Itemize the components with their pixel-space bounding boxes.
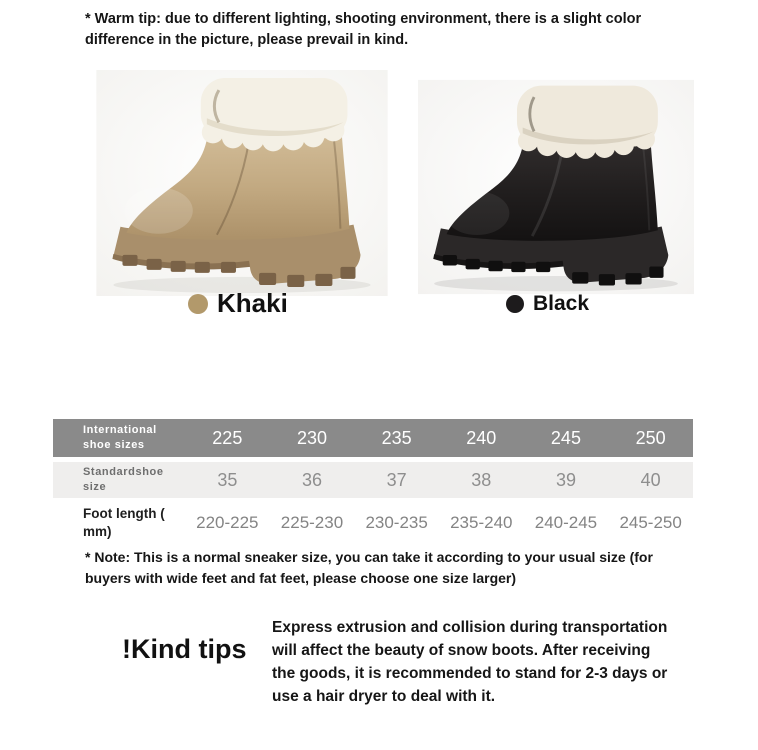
table-cell: 35 [185, 462, 270, 498]
table-cell: 220-225 [185, 503, 270, 543]
khaki-color-label: Khaki [217, 288, 288, 318]
kind-tips-body: Express extrusion and collision during transportation will affect the beauty of snow boots. After receiving the goods, it is recommended to stand for 2-3 days or use a hair dryer to deal with it. [272, 619, 668, 705]
table-cell: 39 [524, 462, 609, 498]
color-option-black[interactable] [506, 292, 589, 316]
table-cell: 40 [608, 462, 693, 498]
size-note-text: * Note: This is a normal sneaker size, you can take it according to your usual size (for buyers with wide feet and fat feet, please choose one size larger) [85, 549, 653, 586]
table-cell: 225 [185, 419, 270, 457]
black-boot-photo [418, 78, 694, 296]
black-boot-illustration [418, 78, 694, 296]
khaki-boot-illustration [96, 70, 388, 296]
row-label: International shoe sizes [53, 419, 185, 457]
table-cell: 250 [608, 419, 693, 457]
black-color-label: Black [533, 292, 590, 315]
table-row-international-sizes [53, 419, 693, 457]
kind-tips-heading: !Kind tips [122, 634, 247, 664]
row-label: Standardshoe size [53, 462, 185, 498]
black-color-dot [506, 295, 524, 313]
khaki-color-dot [188, 294, 208, 314]
table-cell: 240 [439, 419, 524, 457]
table-cell: 235 [354, 419, 439, 457]
size-chart-table [53, 414, 693, 548]
table-cell: 230 [270, 419, 355, 457]
row-label: Foot length ( mm) [53, 503, 185, 543]
warm-tip-text: * Warm tip: due to different lighting, shooting environment, there is a slight color difference in the picture, please prevail in kind. [85, 11, 642, 48]
table-cell: 37 [354, 462, 439, 498]
table-cell: 36 [270, 462, 355, 498]
table-row-standard-sizes [53, 462, 693, 498]
table-cell: 230-235 [354, 503, 439, 543]
table-cell: 38 [439, 462, 524, 498]
table-cell: 245 [524, 419, 609, 457]
table-cell: 235-240 [439, 503, 524, 543]
table-row-foot-length [53, 503, 693, 543]
table-cell: 245-250 [608, 503, 693, 543]
color-option-khaki[interactable] [188, 288, 288, 319]
table-cell: 240-245 [524, 503, 609, 543]
table-cell: 225-230 [270, 503, 355, 543]
khaki-boot-photo [96, 70, 388, 296]
